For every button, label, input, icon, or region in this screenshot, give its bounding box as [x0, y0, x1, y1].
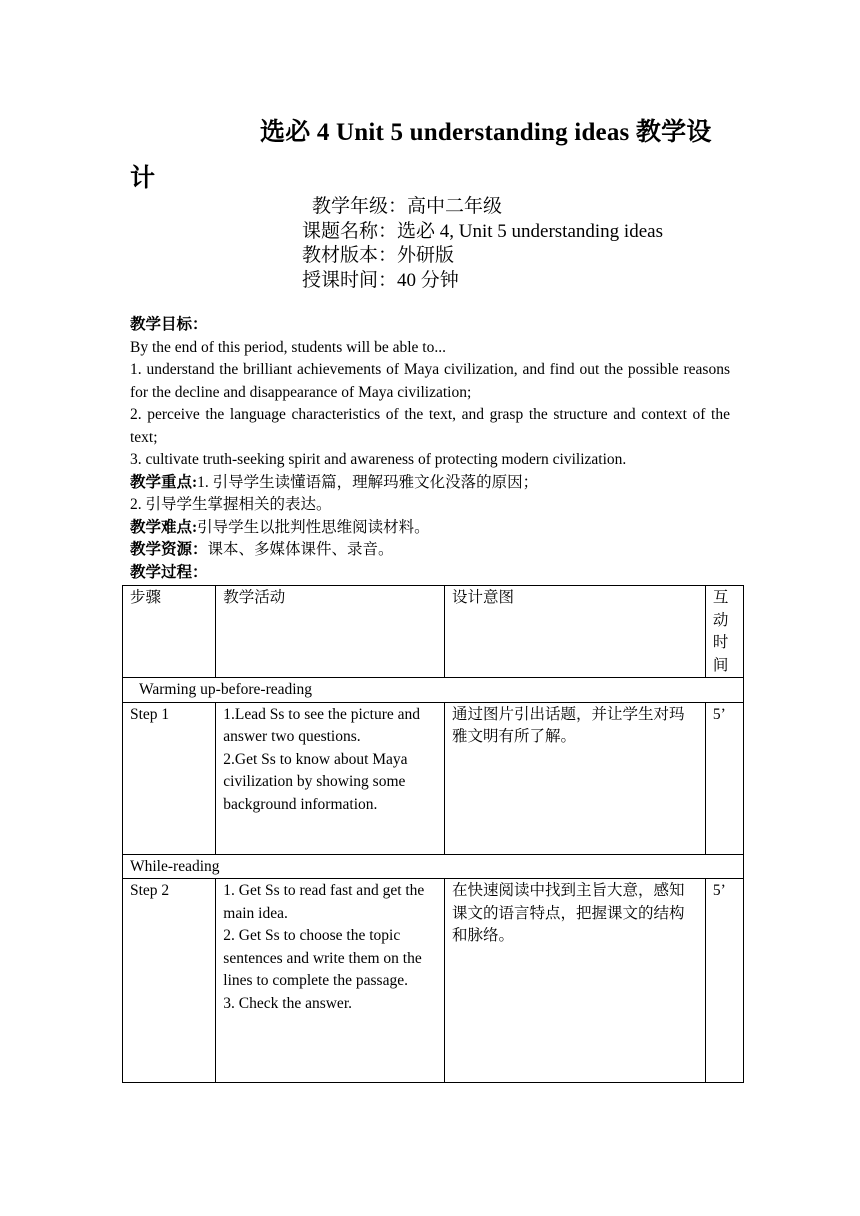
objective-item: 1. understand the brilliant achievements of Maya civilization, and find out the possible reasons for the decline and disappearance of Maya civilization; [130, 361, 730, 401]
key-points-label: 教学重点: [130, 473, 198, 491]
header-time [705, 586, 743, 678]
objective-item: 3. cultivate truth-seeking spirit and awareness of protecting modern civilization. [130, 451, 627, 468]
activity-cell [216, 879, 445, 1083]
document-body [130, 314, 730, 584]
header-step: 步骤 [123, 586, 216, 678]
meta-grade: 教学年级：高中二年级 [312, 196, 503, 217]
meta-edition: 教材版本：外研版 [302, 245, 455, 266]
intent-cell: 通过图片引出话题，并让学生对玛雅文明有所了解。 [445, 702, 706, 854]
table-row [123, 879, 744, 1083]
time-cell: 5’ [705, 879, 743, 1083]
activity-item: 3. Check the answer. [223, 994, 352, 1012]
table-section-row [123, 678, 744, 703]
header-time-char: 互 [712, 589, 729, 606]
activity-item: 1.Lead Ss to see the picture and answer two questions. [223, 705, 420, 745]
activity-item: 2. Get Ss to choose the topic sentences and write them on the lines to complete the passage. [223, 927, 422, 989]
header-time-char: 时 [712, 634, 729, 651]
meta-duration: 授课时间：40 分钟 [302, 269, 459, 291]
table-section-row [123, 854, 744, 879]
resources-text: 课本、多媒体课件、录音。 [207, 541, 394, 558]
objectives-intro: By the end of this period, students will be able to... [130, 338, 446, 356]
resources-label: 教学资源： [130, 541, 208, 558]
objective-item: 2. perceive the language characteristics of the text, and grasp the structure and context of the text; [130, 406, 730, 446]
activity-item: 2.Get Ss to know about Maya civilization by showing some background information. [223, 750, 408, 813]
header-intent: 设计意图 [445, 586, 706, 678]
difficulties-text: 引导学生以批判性思维阅读材料。 [197, 518, 430, 536]
key-points-line2: 2. 引导学生掌握相关的表达。 [130, 496, 332, 513]
document-title: 选必 4 Unit 5 understanding ideas 教学设 [260, 119, 712, 146]
table-header-row [123, 586, 744, 678]
intent-cell: 在快速阅读中找到主旨大意，感知课文的语言特点，把握课文的结构和脉络。 [445, 879, 706, 1083]
time-cell: 5’ [705, 702, 743, 854]
header-time-char: 间 [712, 656, 729, 674]
activity-cell [216, 702, 445, 854]
difficulties [130, 517, 730, 540]
step-cell: Step 2 [123, 879, 216, 1083]
process-heading: 教学过程： [130, 563, 208, 581]
activity-item: 1. Get Ss to read fast and get the main idea. [223, 882, 425, 922]
step-cell: Step 1 [123, 702, 216, 854]
key-points [130, 472, 730, 495]
meta-topic: 课题名称：选必 4, Unit 5 understanding ideas [302, 220, 663, 242]
difficulties-label: 教学难点: [130, 518, 198, 536]
resources [130, 539, 730, 562]
section-title: Warming up-before-reading [123, 678, 744, 703]
header-time-char: 动 [712, 611, 729, 629]
section-title: While-reading [123, 854, 744, 879]
lesson-meta [302, 195, 663, 293]
table-row [123, 702, 744, 854]
teaching-process-table [122, 585, 744, 1083]
key-points-line1: 1. 引导学生读懂语篇，理解玛雅文化没落的原因； [197, 473, 539, 491]
objectives-heading: 教学目标： [130, 316, 208, 333]
header-activity: 教学活动 [216, 586, 445, 678]
document-title-continued: 计 [130, 165, 156, 192]
